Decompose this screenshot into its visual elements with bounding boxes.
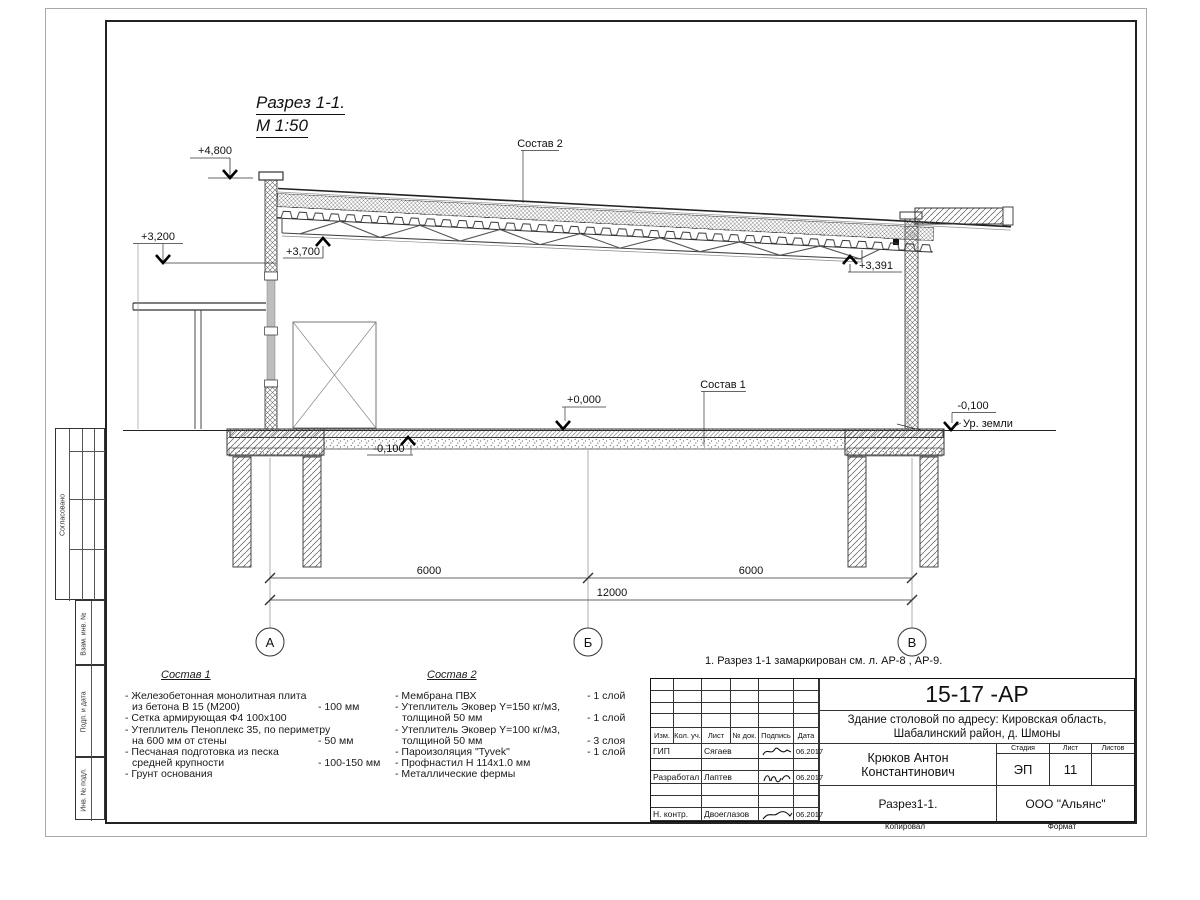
dim-span1: 6000 <box>416 565 442 577</box>
item-text: - Грунт основания <box>125 768 213 781</box>
sostav2-heading: Состав 2 <box>427 669 477 681</box>
view-title-line1: Разрез 1-1. <box>256 92 345 115</box>
role-cell: ГИП <box>651 744 702 759</box>
col-ndok: № док. <box>731 728 759 744</box>
elevation-label: -0,100 <box>373 443 405 455</box>
podp-label: Подп. и дата <box>80 691 87 733</box>
roof-assembly <box>276 189 1011 257</box>
podp-block <box>75 665 105 757</box>
title-block <box>650 678 1135 822</box>
dim-span2: 6000 <box>738 565 764 577</box>
divider <box>69 451 105 452</box>
role-cell: Н. контр. <box>651 808 702 821</box>
object-name <box>819 711 1134 744</box>
sostav1-list <box>125 669 395 781</box>
elevation-label: +3,700 <box>286 246 320 258</box>
list-item <box>125 747 395 769</box>
item-text: - Утеплитель Эковер Y=100 кг/м3, <box>395 723 561 736</box>
item-text: - Песчаная подготовка из песка <box>125 746 279 759</box>
item-qty: - 1 слой <box>587 712 626 725</box>
sheets-label: Листов <box>1091 744 1134 754</box>
foundations <box>227 429 944 567</box>
elevation-marker-truss-right <box>843 256 902 272</box>
view-scale: М 1:50 <box>256 115 308 138</box>
stage-label: Стадия <box>996 744 1049 754</box>
item-text: - Металлические фермы <box>395 768 516 781</box>
list-item <box>395 702 665 724</box>
list-item <box>125 769 395 780</box>
elevation-label: -0,100 <box>957 400 989 412</box>
axis-v: В <box>907 635 917 650</box>
divider <box>91 758 92 821</box>
roof-overhang-beam <box>915 207 1013 225</box>
ground-level-label: Ур. земли <box>963 418 1013 430</box>
elevation-marker-top <box>190 145 253 178</box>
divider <box>82 429 83 601</box>
elevation-marker-canopy <box>133 231 276 263</box>
axis-b: Б <box>583 635 593 650</box>
list-item <box>395 725 665 747</box>
list-item <box>125 691 395 713</box>
date-cell: 06.2017 <box>794 744 819 759</box>
axis-a: А <box>265 635 275 650</box>
item-qty: - 100-150 мм <box>318 757 381 770</box>
inv-block <box>75 757 105 820</box>
vzam-label: Взам. инв. № <box>80 611 87 656</box>
sheet-label: Лист <box>1049 744 1091 754</box>
level-arrow-icon <box>316 238 330 246</box>
name-cell: Двоеглазов <box>702 808 759 821</box>
item-text: - Утеплитель Пеноплекс 35, по периметру <box>125 723 331 736</box>
client-name: Крюков Антон Константинович <box>819 744 996 786</box>
item-qty: - 100 мм <box>318 701 360 714</box>
item-text: - Утеплитель Эковер Y=150 кг/м3, <box>395 701 561 714</box>
elevation-label: +3,391 <box>859 260 893 272</box>
callout-label: Состав 2 <box>517 138 563 150</box>
divider <box>69 549 105 550</box>
item-qty: - 3 слоя <box>587 734 626 747</box>
elevation-label: +3,200 <box>141 231 175 243</box>
divider <box>69 429 70 601</box>
level-arrow-icon <box>556 421 570 429</box>
elevation-marker-truss-left <box>283 238 330 258</box>
item-text: из бетона В 15 (М200) <box>132 701 240 714</box>
copied-label: Копировал <box>884 822 926 831</box>
item-text: - Мембрана ПВХ <box>395 690 477 702</box>
item-text: - Железобетонная монолитная плита <box>125 690 307 702</box>
agreed-label: Согласовано <box>59 493 66 537</box>
col-kol: Кол. уч. <box>674 728 702 744</box>
axis-grid <box>256 450 926 656</box>
name-cell: Лаптев <box>702 771 759 784</box>
drawing-name: Разрез1-1. <box>819 786 996 821</box>
object-line2: Шабалинский район, д. Шмоны <box>893 728 1061 740</box>
dim-total: 12000 <box>596 587 628 599</box>
elevation-label: +4,800 <box>198 145 232 157</box>
callout-label: Состав 1 <box>700 379 746 391</box>
col-list: Лист <box>702 728 731 744</box>
divider <box>94 429 95 601</box>
date-cell: 06.2017 <box>794 771 819 784</box>
col-podpis: Подпись <box>759 728 794 744</box>
title-block-signatures <box>651 679 824 821</box>
divider <box>91 666 92 758</box>
signature <box>759 771 794 784</box>
item-text: средней крупности <box>132 757 225 770</box>
list-item <box>125 713 395 724</box>
name-cell: Сягаев <box>702 744 759 759</box>
date-cell: 06.2017 <box>794 808 819 821</box>
elevation-marker-floor <box>556 394 606 429</box>
format-label: Формат <box>1047 822 1077 831</box>
item-text: на 600 мм от стены <box>132 734 227 747</box>
item-text: толщиной 50 мм <box>402 734 483 747</box>
sheets-value <box>1091 754 1134 786</box>
divider <box>69 499 105 500</box>
item-text: - Профнастил Н 114х1.0 мм <box>395 757 531 770</box>
stage-value: ЭП <box>996 754 1049 786</box>
elevation-label: +0,000 <box>567 394 601 406</box>
item-qty: - 1 слой <box>587 746 626 759</box>
agreed-block <box>55 428 105 600</box>
vzam-block <box>75 600 105 665</box>
role-cell: Разработал <box>651 771 702 784</box>
company-name: ООО "Альянс" <box>996 786 1134 821</box>
floor-slab <box>230 429 943 449</box>
item-qty: - 1 слой <box>587 690 626 702</box>
sheet-note: 1. Разрез 1-1 замаркирован см. л. АР-8 , АР-9. <box>705 655 943 667</box>
item-text: толщиной 50 мм <box>402 712 483 725</box>
item-qty: - 50 мм <box>318 734 354 747</box>
callout-sostav2 <box>517 138 563 203</box>
sostav2-list <box>395 669 665 781</box>
dimension-lines <box>265 565 917 605</box>
door-leaf <box>293 322 376 428</box>
elevation-marker-ground <box>944 400 1013 430</box>
list-item <box>395 769 665 780</box>
list-item <box>125 725 395 747</box>
inv-label: Инв. № подл. <box>80 767 87 812</box>
sostav1-heading: Состав 1 <box>161 669 211 681</box>
col-izm: Изм. <box>651 728 674 744</box>
sheet-value: 11 <box>1049 754 1091 786</box>
section-drawing <box>105 85 1105 660</box>
signature <box>759 808 794 821</box>
item-text: - Пароизоляция "Tyvek" <box>395 746 510 759</box>
item-text: - Сетка армирующая Ф4 100х100 <box>125 712 287 725</box>
divider <box>91 601 92 666</box>
col-data: Дата <box>794 728 819 744</box>
object-line1: Здание столовой по адресу: Кировская область, <box>847 714 1107 726</box>
porch-canopy <box>133 244 266 430</box>
doc-number: 15-17 -АР <box>819 679 1134 711</box>
signature <box>759 744 794 759</box>
